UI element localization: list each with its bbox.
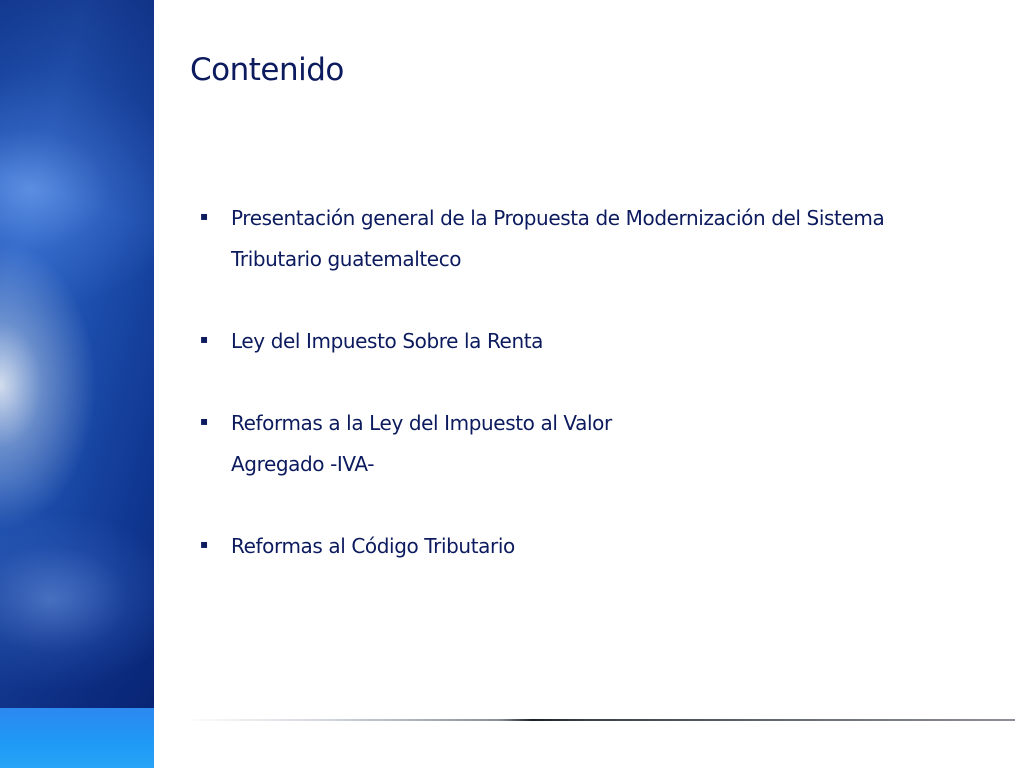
side-footer-bar bbox=[0, 708, 154, 768]
bullet-text: Presentación general de la Propuesta de Modernización del Sistema Tributario guatemalteco bbox=[231, 206, 885, 271]
bullet-item bbox=[200, 403, 980, 485]
bullet-item bbox=[200, 198, 980, 280]
slide-title: Contenido bbox=[190, 52, 344, 88]
square-bullet-icon: ▪ bbox=[200, 209, 208, 223]
bullet-item bbox=[200, 526, 980, 567]
side-decoration-panel bbox=[0, 0, 154, 708]
bullet-list bbox=[200, 198, 980, 567]
square-bullet-icon: ▪ bbox=[200, 414, 208, 428]
square-bullet-icon: ▪ bbox=[200, 537, 208, 551]
bullet-item bbox=[200, 321, 980, 362]
bullet-text: Reformas al Código Tributario bbox=[231, 534, 515, 558]
bullet-text: Ley del Impuesto Sobre la Renta bbox=[231, 329, 544, 353]
footer-divider-line bbox=[183, 719, 1015, 721]
bullet-text: Reformas a la Ley del Impuesto al Valor Agregado -IVA- bbox=[231, 411, 612, 476]
square-bullet-icon: ▪ bbox=[200, 332, 208, 346]
